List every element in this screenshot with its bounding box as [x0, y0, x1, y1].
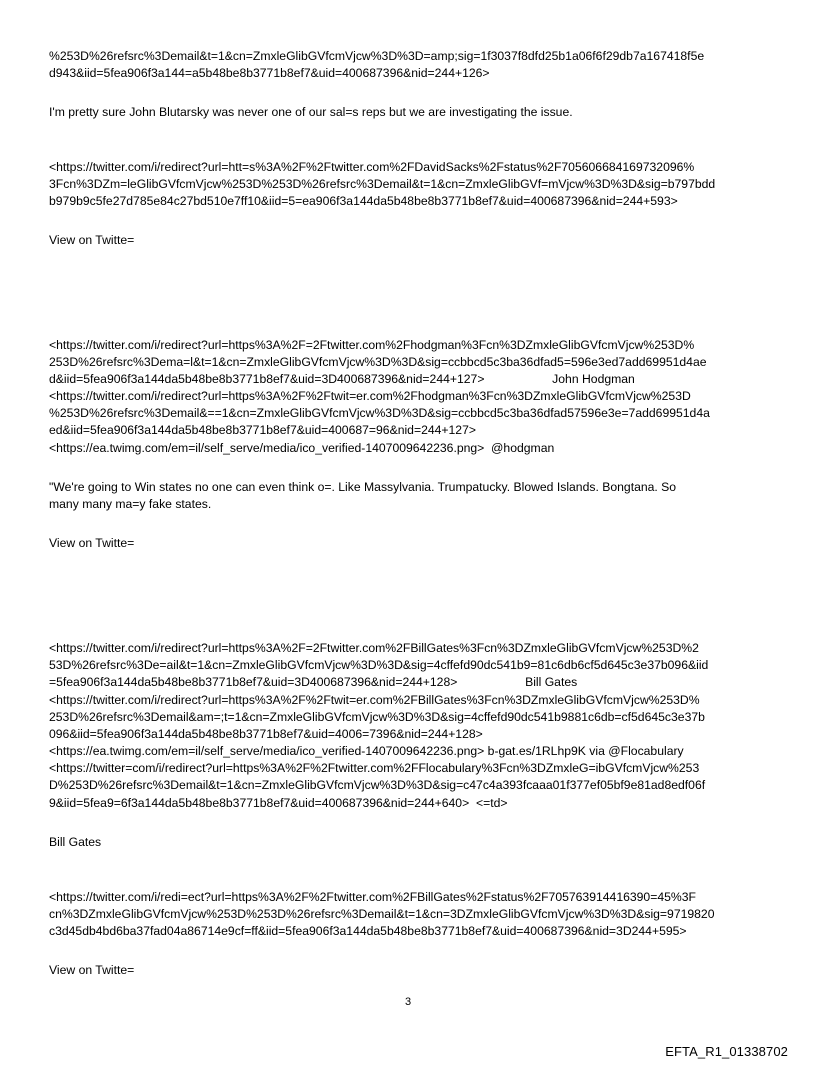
text-line: 9&iid=5fea9=6f3a144da5b48be8b3771b8ef7&uid=400687396&nid=244+640> <=td> — [49, 796, 508, 810]
text-line: <https://twitter.com/i/redirect?url=htt=s%3A%2F%2Ftwitter.com%2FDavidSacks%2Fstatus%2F705606684169732096% — [49, 160, 695, 174]
text-line: <https://twitter.com/i/redi=ect?url=https%3A%2F%2Ftwitter.com%2FBillGates%2Fstatus%2F705763914416390=45%3F — [49, 890, 696, 904]
text-line: <https://twitter.com/i/redirect?url=https%3A%2F=2Ftwitter.com%2FBillGates%3Fcn%3DZmxleGlibGVfcmVjcw%253D%2 — [49, 641, 699, 655]
text-line: 53D%26refsrc%3De=ail&t=1&cn=ZmxleGlibGVfcmVjcw%3D%3D&sig=4cffefd90dc541b9=81c6db6cf5d645c3e37b096&iid — [49, 658, 709, 672]
text-line: D%253D%26refsrc%3Demail&t=1&cn=ZmxleGlibGVfcmVjcw%3D%3D&sig=c47c4a393fcaaa01f377ef05bf9e81ad8edf06f — [49, 778, 706, 792]
text-line: I'm pretty sure John Blutarsky was never one of our sal=s reps but we are investigating the issue. — [49, 105, 573, 119]
text-line: View on Twitte= — [49, 233, 135, 247]
text-line: View on Twitte= — [49, 963, 135, 977]
text-line: 096&iid=5fea906f3a144da5b48be8b3771b8ef7&uid=4006=7396&nid=244+128> — [49, 727, 483, 741]
text-line: 3Fcn%3DZm=leGlibGVfcmVjcw%253D%253D%26refsrc%3Demail&t=1&cn=ZmxleGlibGVf=mVjcw%3D%3D&sig=b797bdd — [49, 177, 716, 191]
text-line: 253D%26refsrc%3Dema=l&t=1&cn=ZmxleGlibGVfcmVjcw%3D%3D&sig=ccbbcd5c3ba36dfad5=596e3ed7add69951d4ae — [49, 355, 707, 369]
text-line: d943&iid=5fea906f3a144=a5b48be8b3771b8ef7&uid=400687396&nid=244+126> — [49, 66, 490, 80]
text-line: View on Twitte= — [49, 536, 135, 550]
text-line: many many ma=y fake states. — [49, 497, 212, 511]
text-line: b979b9c5fe27d785e84c27bd510e7ff10&iid=5=ea906f3a144da5b48be8b3771b8ef7&uid=400687396&nid=244+593> — [49, 194, 678, 208]
text-line: =5fea906f3a144da5b48be8b3771b8ef7&uid=3D400687396&nid=244+128> Bill Gates — [49, 675, 578, 689]
document-id-footer: EFTA_R1_01338702 — [665, 1044, 788, 1059]
text-line: 253D%26refsrc%3Demail&am=;t=1&cn=ZmxleGlibGVfcmVjcw%3D%3D&sig=4cffefd90dc541b9881c6db=cf5d645c3e37b — [49, 710, 705, 724]
text-line: %253D%26refsrc%3Demail&t=1&cn=ZmxleGlibGVfcmVjcw%3D%3D=amp;sig=1f3037f8dfd25b1a06f6f29db7a167418f5e — [49, 49, 705, 63]
text-line: %253D%26refsrc%3Demail&==1&cn=ZmxleGlibGVfcmVjcw%3D%3D&sig=ccbbcd5c3ba36dfad57596e3e=7add69951d4a — [49, 406, 710, 420]
text-line: cn%3DZmxleGlibGVfcmVjcw%253D%253D%26refsrc%3Demail&t=1&cn=3DZmxleGlibGVfcmVjcw%3D%3D&sig=9719820 — [49, 907, 715, 921]
text-line: <https://ea.twimg.com/em=il/self_serve/media/ico_verified-1407009642236.png> b-gat.es/1RLhp9K via @Flocabulary — [49, 744, 684, 758]
text-line: Bill Gates — [49, 835, 102, 849]
text-line: c3d45db4bd6ba37fad04a86714e9cf=ff&iid=5fea906f3a144da5b48be8b3771b8ef7&uid=400687396&nid=3D244+595> — [49, 924, 687, 938]
text-line: "We're going to Win states no one can even think o=. Like Massylvania. Trumpatucky. Blowed Islands. Bongtana. So — [49, 480, 677, 494]
text-line: d&iid=5fea906f3a144da5b48be8b3771b8ef7&uid=3D400687396&nid=244+127> John Hodgman — [49, 372, 635, 386]
text-line: <https://twitter.com/i/redirect?url=https%3A%2F%2Ftwit=er.com%2FBillGates%3Fcn%3DZmxleGlibGVfcmVjcw%253D% — [49, 693, 700, 707]
text-line: <https://twitter.com/i/redirect?url=https%3A%2F=2Ftwitter.com%2Fhodgman%3Fcn%3DZmxleGlibGVfcmVjcw%253D% — [49, 338, 695, 352]
text-line: <https://ea.twimg.com/em=il/self_serve/media/ico_verified-1407009642236.png> @hodgman — [49, 441, 555, 455]
text-line: ed&iid=5fea906f3a144da5b48be8b3771b8ef7&uid=400687=96&nid=244+127> — [49, 423, 476, 437]
text-line: <https://twitter=com/i/redirect?url=https%3A%2F%2Ftwitter.com%2FFlocabulary%3Fcn%3DZmxleG=ibGVfcmVjcw%253 — [49, 761, 700, 775]
page-number: 3 — [404, 996, 412, 1008]
text-line: <https://twitter.com/i/redirect?url=https%3A%2F%2Ftwit=er.com%2Fhodgman%3Fcn%3DZmxleGlibGVfcmVjcw%253D — [49, 389, 691, 403]
